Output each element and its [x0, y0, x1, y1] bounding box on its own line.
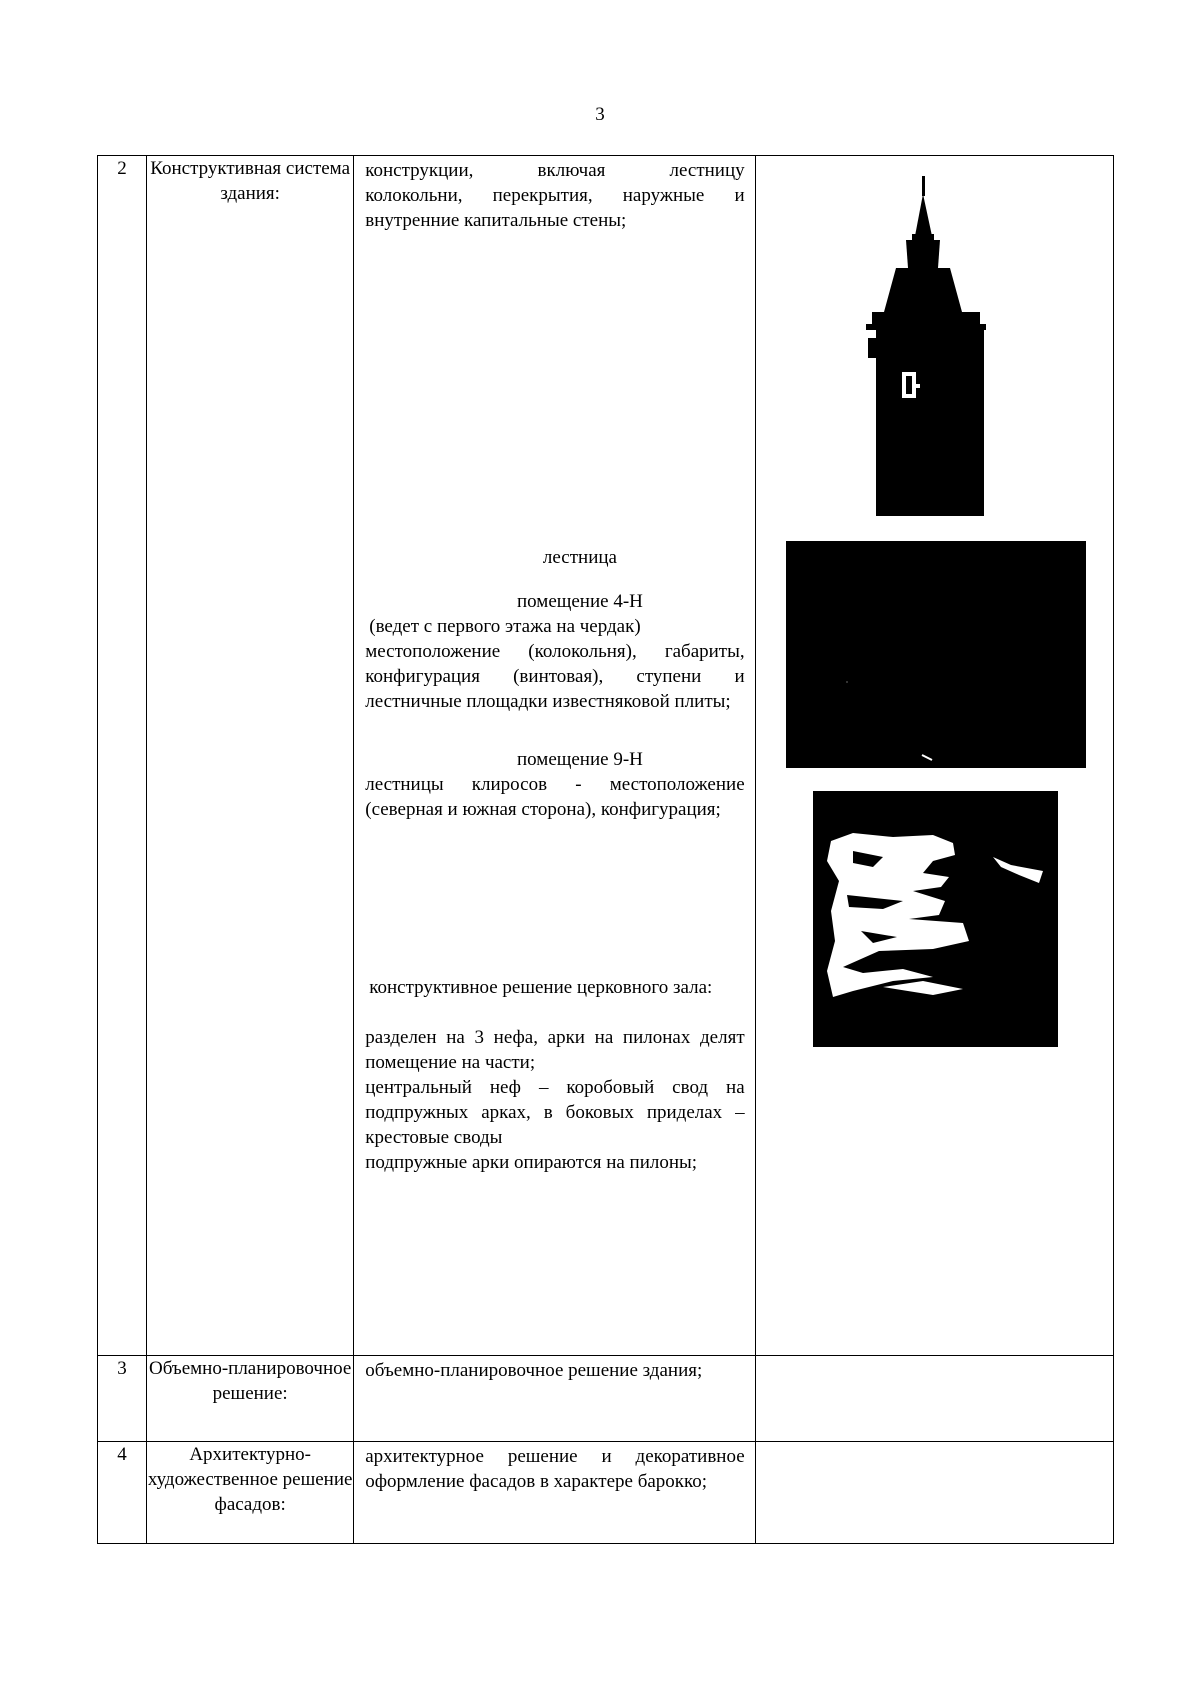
row-description: архитектурное решение и декоративное оформление фасадов в характере барокко; [354, 1442, 755, 1544]
row-description: объемно-планировочное решение здания; [354, 1356, 755, 1442]
stair-heading: лестница [542, 547, 617, 568]
row-title: Архитектурно-художественное решение фасадов: [147, 1442, 354, 1544]
room-9n-description: лестницы клиросов - местоположение (северная и южная сторона), конфигурация; [365, 774, 745, 820]
row-description [354, 156, 755, 1356]
staircase-dark-image [786, 541, 1086, 768]
row-number: 4 [98, 1442, 147, 1544]
intro-text: колокольни, перекрытия, наружные и внутренние капитальные стены; [365, 185, 745, 231]
heritage-table [97, 155, 1114, 1544]
hall-title: конструктивное решение церковного зала: [369, 977, 713, 998]
photo-cell [755, 1356, 1113, 1442]
bell-tower-image [866, 176, 996, 516]
row-title: Конструктивная система здания: [147, 156, 354, 1356]
intro-line: конструкции, включая лестницу [365, 160, 745, 181]
photo-cell [755, 156, 1113, 1356]
page-number: 3 [595, 104, 605, 125]
room-4n-note: (ведет с первого этажа на чердак) [369, 616, 641, 637]
hall-paragraph: подпружные арки опираются на пилоны; [365, 1152, 698, 1173]
table-row [98, 1356, 1114, 1442]
hall-paragraph: центральный неф – коробовый свод на подпружных арках, в боковых приделах – крестовые своды [365, 1077, 745, 1148]
row-number: 3 [98, 1356, 147, 1442]
table-row [98, 1442, 1114, 1544]
photo-cell [755, 1442, 1113, 1544]
row-title: Объемно-планировочное решение: [147, 1356, 354, 1442]
room-4n-description: местоположение (колокольня), габариты, конфигурация (винтовая), ступени и лестничные площадки известняковой плиты; [365, 641, 745, 712]
room-9n-title: помещение 9-Н [516, 749, 643, 770]
room-4n-title: помещение 4-Н [516, 591, 643, 612]
hall-paragraph: разделен на 3 нефа, арки на пилонах делят помещение на части; [365, 1027, 745, 1073]
row-number: 2 [98, 156, 147, 1356]
choir-stairs-image [813, 791, 1058, 1047]
table-row [98, 156, 1114, 1356]
